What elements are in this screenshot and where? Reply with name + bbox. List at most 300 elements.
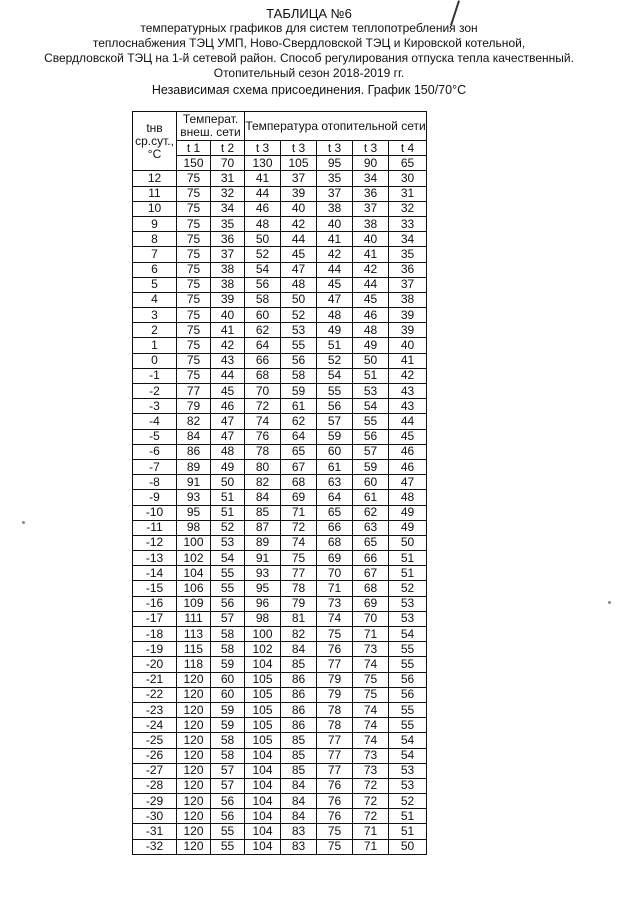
temperature-table-wrap <box>132 111 427 855</box>
table-row <box>133 459 427 474</box>
temperature-cell: 89 <box>245 535 281 550</box>
temperature-cell: 39 <box>389 308 427 323</box>
temperature-cell: 75 <box>177 308 211 323</box>
temperature-cell: 53 <box>353 384 389 399</box>
temperature-cell: 53 <box>389 596 427 611</box>
temperature-cell: 100 <box>245 627 281 642</box>
temperature-cell: 120 <box>177 824 211 839</box>
temperature-cell: 65 <box>317 505 353 520</box>
temperature-cell: 77 <box>317 748 353 763</box>
temperature-cell: 45 <box>317 277 353 292</box>
temperature-cell: 104 <box>177 566 211 581</box>
temperature-cell: 78 <box>245 444 281 459</box>
temperature-cell: 60 <box>245 308 281 323</box>
temperature-cell: 89 <box>177 459 211 474</box>
sub-label-cell: t 3 <box>317 141 353 156</box>
temperature-cell: 118 <box>177 657 211 672</box>
temperature-cell: 76 <box>317 809 353 824</box>
temperature-cell: 37 <box>211 247 245 262</box>
outdoor-temp-cell: -16 <box>133 596 177 611</box>
temperature-cell: 44 <box>281 232 317 247</box>
temperature-cell: 69 <box>353 596 389 611</box>
temperature-cell: 62 <box>353 505 389 520</box>
temperature-cell: 105 <box>245 672 281 687</box>
temperature-cell: 104 <box>245 778 281 793</box>
temperature-cell: 54 <box>389 627 427 642</box>
temperature-cell: 86 <box>281 672 317 687</box>
temperature-cell: 58 <box>245 292 281 307</box>
temperature-cell: 49 <box>389 520 427 535</box>
temperature-cell: 79 <box>281 596 317 611</box>
temperature-cell: 120 <box>177 794 211 809</box>
temperature-cell: 75 <box>317 839 353 854</box>
temperature-cell: 41 <box>211 323 245 338</box>
outdoor-temp-cell: -18 <box>133 627 177 642</box>
temperature-cell: 43 <box>389 399 427 414</box>
temperature-cell: 38 <box>353 216 389 231</box>
temperature-cell: 45 <box>353 292 389 307</box>
table-row <box>133 763 427 778</box>
outdoor-temp-cell: -22 <box>133 687 177 702</box>
outdoor-temp-cell: 8 <box>133 232 177 247</box>
temperature-cell: 54 <box>245 262 281 277</box>
temperature-cell: 44 <box>211 368 245 383</box>
table-row <box>133 748 427 763</box>
title-line-4: Отопительный сезон 2018-2019 гг. <box>213 66 405 80</box>
table-row <box>133 368 427 383</box>
temperature-cell: 51 <box>389 551 427 566</box>
temperature-cell: 76 <box>245 429 281 444</box>
table-row <box>133 216 427 231</box>
temperature-cell: 79 <box>177 399 211 414</box>
temperature-cell: 37 <box>317 186 353 201</box>
outdoor-temp-cell: -6 <box>133 444 177 459</box>
temperature-cell: 73 <box>317 596 353 611</box>
temperature-cell: 106 <box>177 581 211 596</box>
temperature-cell: 74 <box>353 718 389 733</box>
temperature-cell: 104 <box>245 763 281 778</box>
temperature-cell: 42 <box>317 247 353 262</box>
temperature-cell: 46 <box>353 308 389 323</box>
temperature-cell: 39 <box>211 292 245 307</box>
temperature-cell: 75 <box>177 277 211 292</box>
outdoor-temp-cell: -13 <box>133 551 177 566</box>
temperature-cell: 79 <box>317 672 353 687</box>
temperature-cell: 38 <box>317 201 353 216</box>
temperature-cell: 53 <box>389 611 427 626</box>
temperature-cell: 57 <box>211 763 245 778</box>
sub-value-cell: 90 <box>353 156 389 171</box>
table-row <box>133 262 427 277</box>
temperature-cell: 60 <box>211 687 245 702</box>
temperature-cell: 66 <box>245 353 281 368</box>
temperature-cell: 79 <box>317 687 353 702</box>
temperature-cell: 75 <box>353 687 389 702</box>
temperature-cell: 34 <box>211 201 245 216</box>
temperature-cell: 77 <box>317 733 353 748</box>
scan-speck <box>608 601 611 604</box>
table-row <box>133 475 427 490</box>
temperature-cell: 98 <box>245 611 281 626</box>
temperature-cell: 120 <box>177 748 211 763</box>
temperature-cell: 50 <box>353 353 389 368</box>
temperature-cell: 59 <box>211 718 245 733</box>
sub-value-cell: 95 <box>317 156 353 171</box>
temperature-cell: 56 <box>211 596 245 611</box>
table-row <box>133 627 427 642</box>
temperature-cell: 72 <box>353 778 389 793</box>
temperature-cell: 54 <box>353 399 389 414</box>
temperature-cell: 73 <box>353 642 389 657</box>
temperature-cell: 63 <box>317 475 353 490</box>
temperature-cell: 102 <box>177 551 211 566</box>
temperature-cell: 120 <box>177 733 211 748</box>
temperature-cell: 84 <box>281 794 317 809</box>
temperature-cell: 75 <box>177 323 211 338</box>
table-row <box>133 414 427 429</box>
temperature-cell: 36 <box>389 262 427 277</box>
temperature-cell: 61 <box>281 399 317 414</box>
temperature-cell: 65 <box>281 444 317 459</box>
outdoor-temp-cell: 12 <box>133 171 177 186</box>
temperature-cell: 55 <box>211 824 245 839</box>
outdoor-temp-cell: -15 <box>133 581 177 596</box>
temperature-cell: 111 <box>177 611 211 626</box>
temperature-cell: 36 <box>211 232 245 247</box>
temperature-cell: 104 <box>245 809 281 824</box>
temperature-cell: 51 <box>211 505 245 520</box>
temperature-cell: 39 <box>281 186 317 201</box>
outdoor-temp-cell: -1 <box>133 368 177 383</box>
table-row <box>133 429 427 444</box>
temperature-cell: 75 <box>177 292 211 307</box>
temperature-cell: 96 <box>245 596 281 611</box>
temperature-cell: 56 <box>389 672 427 687</box>
temperature-cell: 45 <box>211 384 245 399</box>
temperature-cell: 113 <box>177 627 211 642</box>
temperature-cell: 49 <box>389 505 427 520</box>
temperature-cell: 59 <box>211 657 245 672</box>
temperature-cell: 120 <box>177 687 211 702</box>
temperature-cell: 68 <box>281 475 317 490</box>
table-row <box>133 308 427 323</box>
sub-value-cell: 130 <box>245 156 281 171</box>
outdoor-temp-cell: 3 <box>133 308 177 323</box>
heating-network-header: Температура отопительной сети <box>245 112 427 141</box>
temperature-cell: 70 <box>353 611 389 626</box>
temperature-cell: 57 <box>353 444 389 459</box>
temperature-cell: 55 <box>281 338 317 353</box>
temperature-cell: 75 <box>177 232 211 247</box>
temperature-cell: 54 <box>389 733 427 748</box>
sub-label-cell: t 2 <box>211 141 245 156</box>
outdoor-temp-cell: -30 <box>133 809 177 824</box>
temperature-cell: 38 <box>211 262 245 277</box>
temperature-cell: 67 <box>353 566 389 581</box>
table-row <box>133 611 427 626</box>
outdoor-temp-cell: -25 <box>133 733 177 748</box>
temperature-cell: 71 <box>317 581 353 596</box>
temperature-cell: 104 <box>245 839 281 854</box>
temperature-cell: 41 <box>317 232 353 247</box>
table-row <box>133 718 427 733</box>
temperature-cell: 51 <box>389 566 427 581</box>
sub-label-cell: t 1 <box>177 141 211 156</box>
temperature-cell: 47 <box>211 429 245 444</box>
temperature-cell: 75 <box>177 186 211 201</box>
temperature-cell: 84 <box>245 490 281 505</box>
temperature-cell: 55 <box>389 718 427 733</box>
temperature-cell: 58 <box>211 748 245 763</box>
temperature-cell: 61 <box>317 459 353 474</box>
outdoor-temp-cell: -26 <box>133 748 177 763</box>
temperature-cell: 52 <box>389 794 427 809</box>
sub-value-row <box>133 156 427 171</box>
temperature-cell: 38 <box>211 277 245 292</box>
sub-value-cell: 65 <box>389 156 427 171</box>
table-row <box>133 201 427 216</box>
temperature-cell: 71 <box>281 505 317 520</box>
table-row <box>133 809 427 824</box>
table-row <box>133 687 427 702</box>
temperature-cell: 84 <box>177 429 211 444</box>
temperature-cell: 35 <box>317 171 353 186</box>
outdoor-temp-cell: 10 <box>133 201 177 216</box>
table-body <box>133 171 427 854</box>
table-row <box>133 596 427 611</box>
temperature-cell: 56 <box>389 687 427 702</box>
table-row <box>133 277 427 292</box>
outdoor-temp-cell: 0 <box>133 353 177 368</box>
temperature-cell: 50 <box>389 535 427 550</box>
temperature-cell: 45 <box>281 247 317 262</box>
temperature-cell: 48 <box>245 216 281 231</box>
temperature-cell: 46 <box>389 444 427 459</box>
temperature-cell: 49 <box>353 338 389 353</box>
temperature-cell: 86 <box>281 718 317 733</box>
temperature-cell: 74 <box>353 657 389 672</box>
title-line-1: температурных графиков для систем теплопотребления зон <box>140 21 478 35</box>
temperature-cell: 109 <box>177 596 211 611</box>
temperature-cell: 55 <box>389 702 427 717</box>
sub-value-cell: 150 <box>177 156 211 171</box>
temperature-cell: 32 <box>211 186 245 201</box>
table-row <box>133 505 427 520</box>
temperature-cell: 58 <box>281 368 317 383</box>
scan-speck <box>22 521 25 524</box>
title-line-3: Свердловской ТЭЦ на 1-й сетевой район. Способ регулирования отпуска тепла качественный. <box>44 51 574 65</box>
temperature-cell: 86 <box>281 702 317 717</box>
temperature-cell: 120 <box>177 702 211 717</box>
temperature-cell: 41 <box>245 171 281 186</box>
outdoor-temp-cell: 4 <box>133 292 177 307</box>
temperature-cell: 56 <box>353 429 389 444</box>
temperature-cell: 56 <box>281 353 317 368</box>
outdoor-temp-cell: -5 <box>133 429 177 444</box>
temperature-cell: 84 <box>281 809 317 824</box>
temperature-cell: 104 <box>245 657 281 672</box>
temperature-cell: 78 <box>317 702 353 717</box>
temperature-cell: 105 <box>245 733 281 748</box>
temperature-cell: 35 <box>211 216 245 231</box>
sub-value-cell: 70 <box>211 156 245 171</box>
temperature-cell: 83 <box>281 824 317 839</box>
outdoor-temp-cell: -31 <box>133 824 177 839</box>
temperature-cell: 102 <box>245 642 281 657</box>
temperature-cell: 55 <box>211 566 245 581</box>
temperature-cell: 95 <box>245 581 281 596</box>
temperature-cell: 58 <box>211 642 245 657</box>
temperature-cell: 64 <box>281 429 317 444</box>
temperature-cell: 76 <box>317 778 353 793</box>
temperature-cell: 73 <box>353 748 389 763</box>
temperature-cell: 71 <box>353 839 389 854</box>
temperature-cell: 37 <box>353 201 389 216</box>
temperature-cell: 55 <box>211 839 245 854</box>
outdoor-temp-cell: -9 <box>133 490 177 505</box>
temperature-cell: 44 <box>389 414 427 429</box>
temperature-cell: 49 <box>317 323 353 338</box>
temperature-cell: 86 <box>177 444 211 459</box>
outdoor-temp-cell: 5 <box>133 277 177 292</box>
temperature-cell: 46 <box>211 399 245 414</box>
temperature-cell: 63 <box>353 520 389 535</box>
temperature-cell: 77 <box>317 657 353 672</box>
temperature-cell: 115 <box>177 642 211 657</box>
temperature-cell: 83 <box>281 839 317 854</box>
temperature-cell: 44 <box>353 277 389 292</box>
temperature-cell: 61 <box>353 490 389 505</box>
outdoor-temp-header: tнв ср.сут., °С <box>133 112 177 171</box>
temperature-cell: 48 <box>317 308 353 323</box>
temperature-cell: 52 <box>317 353 353 368</box>
temperature-cell: 56 <box>211 794 245 809</box>
temperature-cell: 70 <box>245 384 281 399</box>
temperature-cell: 91 <box>177 475 211 490</box>
temperature-table <box>132 111 427 855</box>
table-row <box>133 292 427 307</box>
table-row <box>133 384 427 399</box>
temperature-cell: 68 <box>353 581 389 596</box>
outdoor-temp-cell: -28 <box>133 778 177 793</box>
temperature-cell: 75 <box>281 551 317 566</box>
table-row <box>133 657 427 672</box>
temperature-cell: 33 <box>389 216 427 231</box>
temperature-cell: 54 <box>317 368 353 383</box>
temperature-cell: 84 <box>281 642 317 657</box>
temperature-cell: 36 <box>353 186 389 201</box>
table-row <box>133 247 427 262</box>
table-row <box>133 171 427 186</box>
temperature-cell: 73 <box>353 763 389 778</box>
temperature-cell: 37 <box>281 171 317 186</box>
table-row <box>133 778 427 793</box>
temperature-cell: 85 <box>281 657 317 672</box>
table-row <box>133 535 427 550</box>
temperature-cell: 69 <box>317 551 353 566</box>
temperature-cell: 56 <box>245 277 281 292</box>
temperature-cell: 60 <box>317 444 353 459</box>
temperature-cell: 82 <box>245 475 281 490</box>
sub-label-row <box>133 141 427 156</box>
temperature-cell: 44 <box>317 262 353 277</box>
temperature-cell: 69 <box>281 490 317 505</box>
temperature-cell: 120 <box>177 672 211 687</box>
temperature-cell: 37 <box>389 277 427 292</box>
table-row <box>133 642 427 657</box>
temperature-cell: 52 <box>281 308 317 323</box>
temperature-cell: 85 <box>281 748 317 763</box>
outdoor-temp-cell: -17 <box>133 611 177 626</box>
outdoor-temp-cell: 7 <box>133 247 177 262</box>
temperature-cell: 75 <box>177 353 211 368</box>
table-row <box>133 399 427 414</box>
temperature-cell: 62 <box>281 414 317 429</box>
temperature-cell: 66 <box>317 520 353 535</box>
table-row <box>133 824 427 839</box>
sub-label-cell: t 3 <box>281 141 317 156</box>
temperature-cell: 64 <box>317 490 353 505</box>
temperature-cell: 62 <box>245 323 281 338</box>
temperature-cell: 55 <box>389 642 427 657</box>
temperature-cell: 42 <box>211 338 245 353</box>
outdoor-temp-cell: -27 <box>133 763 177 778</box>
title-line-2: теплоснабжения ТЭЦ УМП, Ново-Свердловской ТЭЦ и Кировской котельной, <box>92 36 526 50</box>
temperature-cell: 58 <box>211 733 245 748</box>
temperature-cell: 91 <box>245 551 281 566</box>
temperature-cell: 77 <box>281 566 317 581</box>
temperature-cell: 58 <box>211 627 245 642</box>
sub-label-cell: t 3 <box>353 141 389 156</box>
temperature-cell: 60 <box>211 672 245 687</box>
table-row <box>133 232 427 247</box>
temperature-cell: 75 <box>177 262 211 277</box>
temperature-cell: 104 <box>245 794 281 809</box>
outdoor-temp-cell: -32 <box>133 839 177 854</box>
table-row <box>133 566 427 581</box>
temperature-cell: 74 <box>353 702 389 717</box>
temperature-cell: 78 <box>281 581 317 596</box>
temperature-cell: 72 <box>281 520 317 535</box>
temperature-cell: 60 <box>353 475 389 490</box>
temperature-cell: 47 <box>211 414 245 429</box>
temperature-cell: 53 <box>281 323 317 338</box>
temperature-cell: 75 <box>177 201 211 216</box>
temperature-cell: 100 <box>177 535 211 550</box>
temperature-cell: 48 <box>281 277 317 292</box>
temperature-cell: 67 <box>281 459 317 474</box>
temperature-cell: 31 <box>389 186 427 201</box>
temperature-cell: 55 <box>389 657 427 672</box>
temperature-cell: 55 <box>211 581 245 596</box>
temperature-cell: 40 <box>389 338 427 353</box>
temperature-cell: 74 <box>281 535 317 550</box>
temperature-cell: 74 <box>353 733 389 748</box>
outdoor-temp-cell: 1 <box>133 338 177 353</box>
table-title: ТАБЛИЦА №6 <box>266 6 352 21</box>
temperature-cell: 43 <box>389 384 427 399</box>
outdoor-temp-cell: -12 <box>133 535 177 550</box>
temperature-cell: 70 <box>317 566 353 581</box>
temperature-cell: 55 <box>353 414 389 429</box>
temperature-cell: 41 <box>353 247 389 262</box>
temperature-cell: 53 <box>389 778 427 793</box>
table-row <box>133 323 427 338</box>
temperature-cell: 46 <box>245 201 281 216</box>
temperature-cell: 56 <box>317 399 353 414</box>
temperature-cell: 40 <box>353 232 389 247</box>
temperature-cell: 40 <box>211 308 245 323</box>
